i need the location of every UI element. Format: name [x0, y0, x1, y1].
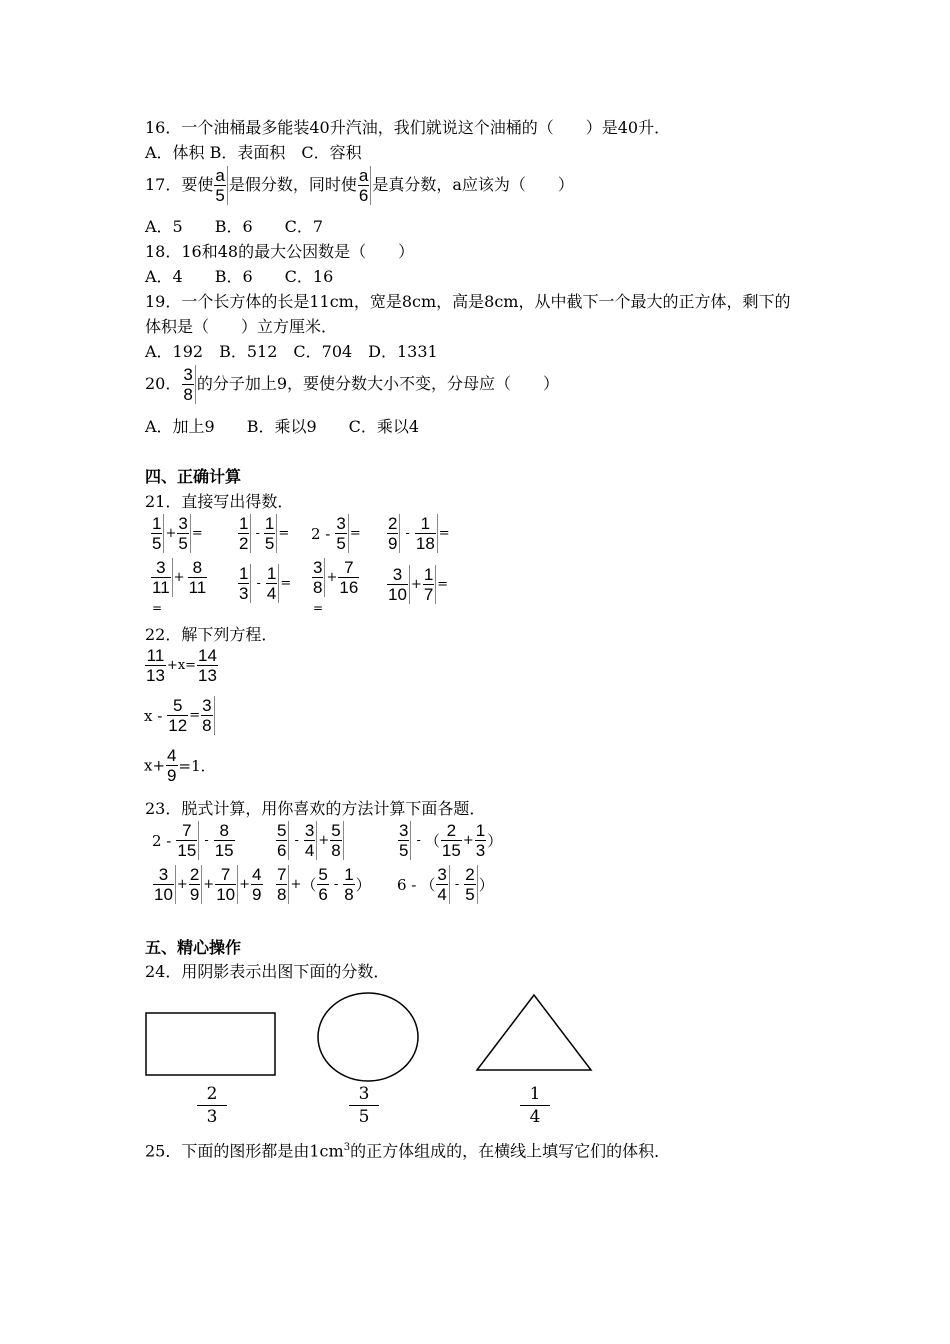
numerator: 1: [475, 821, 486, 840]
numerator: 3: [151, 558, 171, 578]
fraction: [151, 558, 173, 597]
minus-sign: -: [405, 526, 410, 541]
numerator: 4: [252, 865, 262, 884]
numerator: a: [215, 166, 225, 185]
plus-sign: +: [176, 877, 188, 892]
denominator: 9: [388, 534, 398, 553]
q23-d: [152, 865, 264, 904]
fraction: [238, 514, 251, 553]
fraction: [153, 865, 176, 904]
numerator: 5: [331, 821, 341, 840]
minus-sign: -: [333, 877, 339, 892]
minus-sign: -: [256, 576, 261, 591]
q20-post: 的分子加上9，要使分数大小不变，分母应（ ）: [196, 374, 560, 393]
two-minus: 2 -: [311, 524, 331, 543]
q25-pre: 25．下面的图形都是由1cm: [145, 1141, 344, 1161]
q17-options: A．5 B．6 C．7: [145, 217, 324, 236]
denominator: 18: [415, 534, 435, 553]
fraction: [201, 696, 214, 735]
fraction: [343, 865, 354, 904]
numerator: 14: [198, 646, 217, 665]
denominator: 13: [198, 666, 217, 685]
denominator: 11: [152, 578, 170, 597]
fraction: [238, 564, 251, 603]
fraction: [317, 865, 328, 904]
q23-c: [397, 821, 502, 860]
denominator: 5: [264, 534, 275, 553]
plus-sign: +: [410, 577, 422, 592]
numerator: 3: [304, 821, 315, 840]
right-paren: ）: [487, 832, 503, 850]
denominator: 4: [529, 1107, 541, 1127]
equals-sign: =: [189, 708, 201, 723]
q25-superscript: 3: [343, 1142, 351, 1153]
denominator: 5: [465, 885, 475, 904]
fraction: [214, 821, 235, 860]
numerator: 3: [336, 514, 346, 533]
q20-fraction: [182, 365, 195, 404]
q21-r2-c: [311, 558, 360, 597]
rectangle-shape[interactable]: [146, 1013, 275, 1075]
denominator: 8: [183, 385, 193, 404]
denominator: 5: [358, 1107, 370, 1127]
denominator: 2: [239, 534, 249, 553]
equals-sign: =: [349, 526, 361, 541]
numerator: 1: [266, 564, 277, 583]
q23-e: [275, 865, 371, 904]
denominator: 10: [388, 585, 407, 604]
six-minus: 6 -: [397, 875, 417, 894]
denominator: 5: [336, 534, 346, 553]
q20-options: A．加上9 B．乘以9 C．乘以4: [145, 417, 420, 436]
plus-sign: +: [462, 833, 474, 848]
left-paren: （: [424, 832, 440, 850]
plus-sign: +: [318, 833, 330, 848]
fraction: [251, 865, 262, 904]
fraction: [415, 514, 438, 553]
fraction: [264, 514, 277, 553]
denominator: 8: [313, 578, 323, 597]
q21-r2-a-equals: =: [152, 601, 163, 615]
q21-r1-c: [311, 514, 361, 553]
numerator: 3: [202, 696, 212, 715]
denominator: 6: [358, 186, 369, 205]
q21-r2-b: [237, 564, 291, 603]
q24-title: 24．用阴影表示出图下面的分数．: [145, 962, 390, 981]
numerator: 2: [197, 1083, 227, 1106]
numerator: 8: [188, 558, 208, 578]
q22-equation-3: [144, 746, 216, 785]
numerator: 4: [167, 746, 177, 765]
equals-sign: =: [438, 526, 450, 541]
fraction: [338, 558, 359, 597]
fraction: [215, 865, 238, 904]
numerator: 1: [239, 514, 249, 533]
q22-equation-1: [144, 646, 219, 685]
q23-b: [275, 821, 345, 860]
left-paren: （: [301, 876, 317, 894]
numerator: 5: [318, 865, 328, 884]
numerator: 5: [167, 696, 188, 716]
denominator: 9: [167, 766, 177, 785]
q25-post: 的正方体组成的，在横线上填写它们的体积．: [350, 1141, 671, 1161]
q19-stem-line1: 19．一个长方体的长是11cm，宽是8cm，高是8cm，从中截下一个最大的正方体，剩下的: [145, 292, 791, 311]
equals-sign: =: [191, 526, 203, 541]
minus-sign: -: [204, 833, 209, 848]
two-minus: 2 -: [152, 831, 172, 850]
plus-sign: +: [165, 526, 177, 541]
left-paren: （: [420, 876, 436, 894]
fraction: [441, 821, 462, 860]
fraction: [276, 865, 289, 904]
denominator: 7: [423, 585, 434, 604]
denominator: 3: [475, 841, 486, 860]
denominator: 15: [177, 841, 197, 860]
fraction: [398, 821, 411, 860]
denominator: 6: [277, 841, 287, 860]
denominator: 10: [216, 885, 236, 904]
equals-sign: =: [437, 577, 449, 592]
denominator: 10: [154, 885, 173, 904]
fraction: [266, 564, 279, 603]
q18-stem: 18．16和48的最大公因数是（ ）: [145, 242, 415, 261]
q21-r1-b: [237, 514, 289, 553]
section-5-heading: 五、精心操作: [145, 938, 242, 957]
denominator: 4: [304, 841, 315, 860]
numerator: 1: [520, 1083, 550, 1106]
fraction: [387, 565, 410, 604]
denominator: 15: [214, 841, 234, 860]
q17-pre: 17．要使: [145, 175, 214, 194]
fraction: [276, 821, 289, 860]
numerator: 2: [441, 821, 462, 841]
numerator: 3: [349, 1083, 379, 1106]
numerator: 3: [399, 821, 409, 840]
q21-r2-d: [386, 565, 448, 604]
minus-sign: -: [294, 833, 299, 848]
denominator: 8: [344, 885, 354, 904]
numerator: 2: [465, 865, 475, 884]
fraction: [176, 821, 199, 860]
denominator: 5: [399, 841, 409, 860]
q17-post: 是真分数，a应该为（ ）: [372, 175, 574, 194]
numerator: 11: [146, 646, 165, 665]
q17-fraction-2: [358, 166, 371, 205]
fraction: [335, 514, 348, 553]
q22-title: 22．解下列方程．: [145, 625, 278, 644]
q21-r2-a: [150, 558, 208, 597]
q23-title: 23．脱式计算，用你喜欢的方法计算下面各题．: [145, 799, 486, 818]
q23-a: [152, 821, 236, 860]
denominator: 4: [266, 584, 277, 603]
fraction: [197, 646, 218, 685]
q21-r2-c-equals: =: [313, 601, 324, 615]
denominator: 5: [178, 534, 188, 553]
q19-stem-line2: 体积是（ ）立方厘米．: [145, 317, 338, 336]
fraction: [167, 696, 188, 735]
denominator: 12: [168, 716, 188, 735]
denominator: 9: [189, 885, 200, 904]
plus-sign: +: [239, 877, 251, 892]
denominator: 5: [215, 186, 225, 205]
denominator: 8: [277, 885, 287, 904]
plus-sign: +: [203, 877, 215, 892]
q18-options: A．4 B．6 C．16: [145, 267, 334, 286]
q17-fraction-1: [214, 166, 227, 205]
numerator: 2: [388, 514, 398, 533]
numerator: 3: [313, 558, 323, 577]
triangle-shape[interactable]: [477, 995, 591, 1070]
numerator: 7: [176, 821, 197, 841]
q21-r1-a: [150, 514, 203, 553]
fraction: [151, 514, 164, 553]
plus-sign: +: [173, 570, 185, 585]
denominator: 6: [318, 885, 328, 904]
section-4-heading: 四、正确计算: [145, 467, 242, 486]
q22-equation-2: [144, 696, 216, 735]
right-paren: ）: [355, 876, 371, 894]
fraction: [464, 865, 477, 904]
q20-stem: [145, 364, 559, 404]
numerator: 1: [415, 514, 436, 534]
fraction: [189, 865, 202, 904]
denominator: 5: [152, 534, 162, 553]
numerator: 7: [277, 865, 287, 884]
denominator: 13: [146, 666, 165, 685]
fraction: [304, 821, 317, 860]
fraction: [330, 821, 343, 860]
numerator: 1: [152, 514, 162, 533]
fraction: [436, 865, 449, 904]
numerator: 1: [264, 514, 275, 533]
q20-pre: 20．: [145, 374, 182, 393]
fraction: [423, 565, 436, 604]
equals-one: =1．: [178, 757, 216, 775]
q16-stem: 16．一个油桶最多能装40升汽油，我们就说这个油桶的（ ）是40升．: [145, 118, 671, 137]
numerator: a: [358, 166, 369, 185]
fraction: [387, 514, 400, 553]
fraction: [177, 514, 190, 553]
x-minus: x -: [144, 706, 163, 725]
q25-stem: [145, 1138, 670, 1161]
q17-stem: [145, 165, 574, 205]
equals-sign: =: [280, 576, 292, 591]
denominator: 16: [339, 578, 359, 597]
plus-sign: +: [290, 877, 302, 892]
numerator: 1: [239, 564, 249, 583]
fraction: [145, 646, 166, 685]
numerator: 1: [423, 565, 434, 584]
numerator: 3: [178, 514, 188, 533]
equation-middle: +x=: [166, 658, 197, 673]
q16-options: A．体积 B．表面积 C．容积: [145, 143, 362, 162]
rectangle-fraction: [197, 1083, 227, 1128]
numerator: 5: [277, 821, 287, 840]
numerator: 2: [189, 865, 200, 884]
circle-shape[interactable]: [318, 993, 418, 1081]
numerator: 3: [387, 565, 408, 585]
denominator: 3: [239, 584, 249, 603]
numerator: 3: [437, 865, 447, 884]
denominator: 15: [441, 841, 461, 860]
fraction: [312, 558, 325, 597]
fraction: [166, 746, 177, 785]
fraction: [188, 558, 208, 597]
numerator: 1: [344, 865, 354, 884]
q23-f: [397, 865, 494, 904]
q19-options: A．192 B．512 C．704 D．1331: [145, 342, 438, 361]
numerator: 8: [214, 821, 235, 841]
minus-sign: -: [416, 833, 421, 848]
minus-sign: -: [255, 526, 260, 541]
right-paren: ）: [478, 876, 494, 894]
denominator: 8: [331, 841, 341, 860]
minus-sign: -: [454, 877, 460, 892]
numerator: 7: [215, 865, 236, 885]
denominator: 3: [206, 1107, 218, 1127]
q21-title: 21．直接写出得数．: [145, 492, 294, 511]
equals-sign: =: [278, 526, 290, 541]
denominator: 8: [202, 716, 212, 735]
denominator: 9: [252, 885, 262, 904]
circle-fraction: [349, 1083, 379, 1128]
denominator: 11: [188, 578, 207, 597]
fraction: [475, 821, 486, 860]
triangle-fraction: [520, 1083, 550, 1128]
numerator: 7: [338, 558, 359, 578]
denominator: 4: [437, 885, 447, 904]
plus-sign: +: [326, 570, 338, 585]
x-plus: x+: [144, 756, 166, 775]
q21-r1-d: [386, 514, 450, 553]
numerator: 3: [183, 365, 193, 384]
q17-mid: 是假分数，同时使: [228, 175, 357, 194]
numerator: 3: [153, 865, 174, 885]
